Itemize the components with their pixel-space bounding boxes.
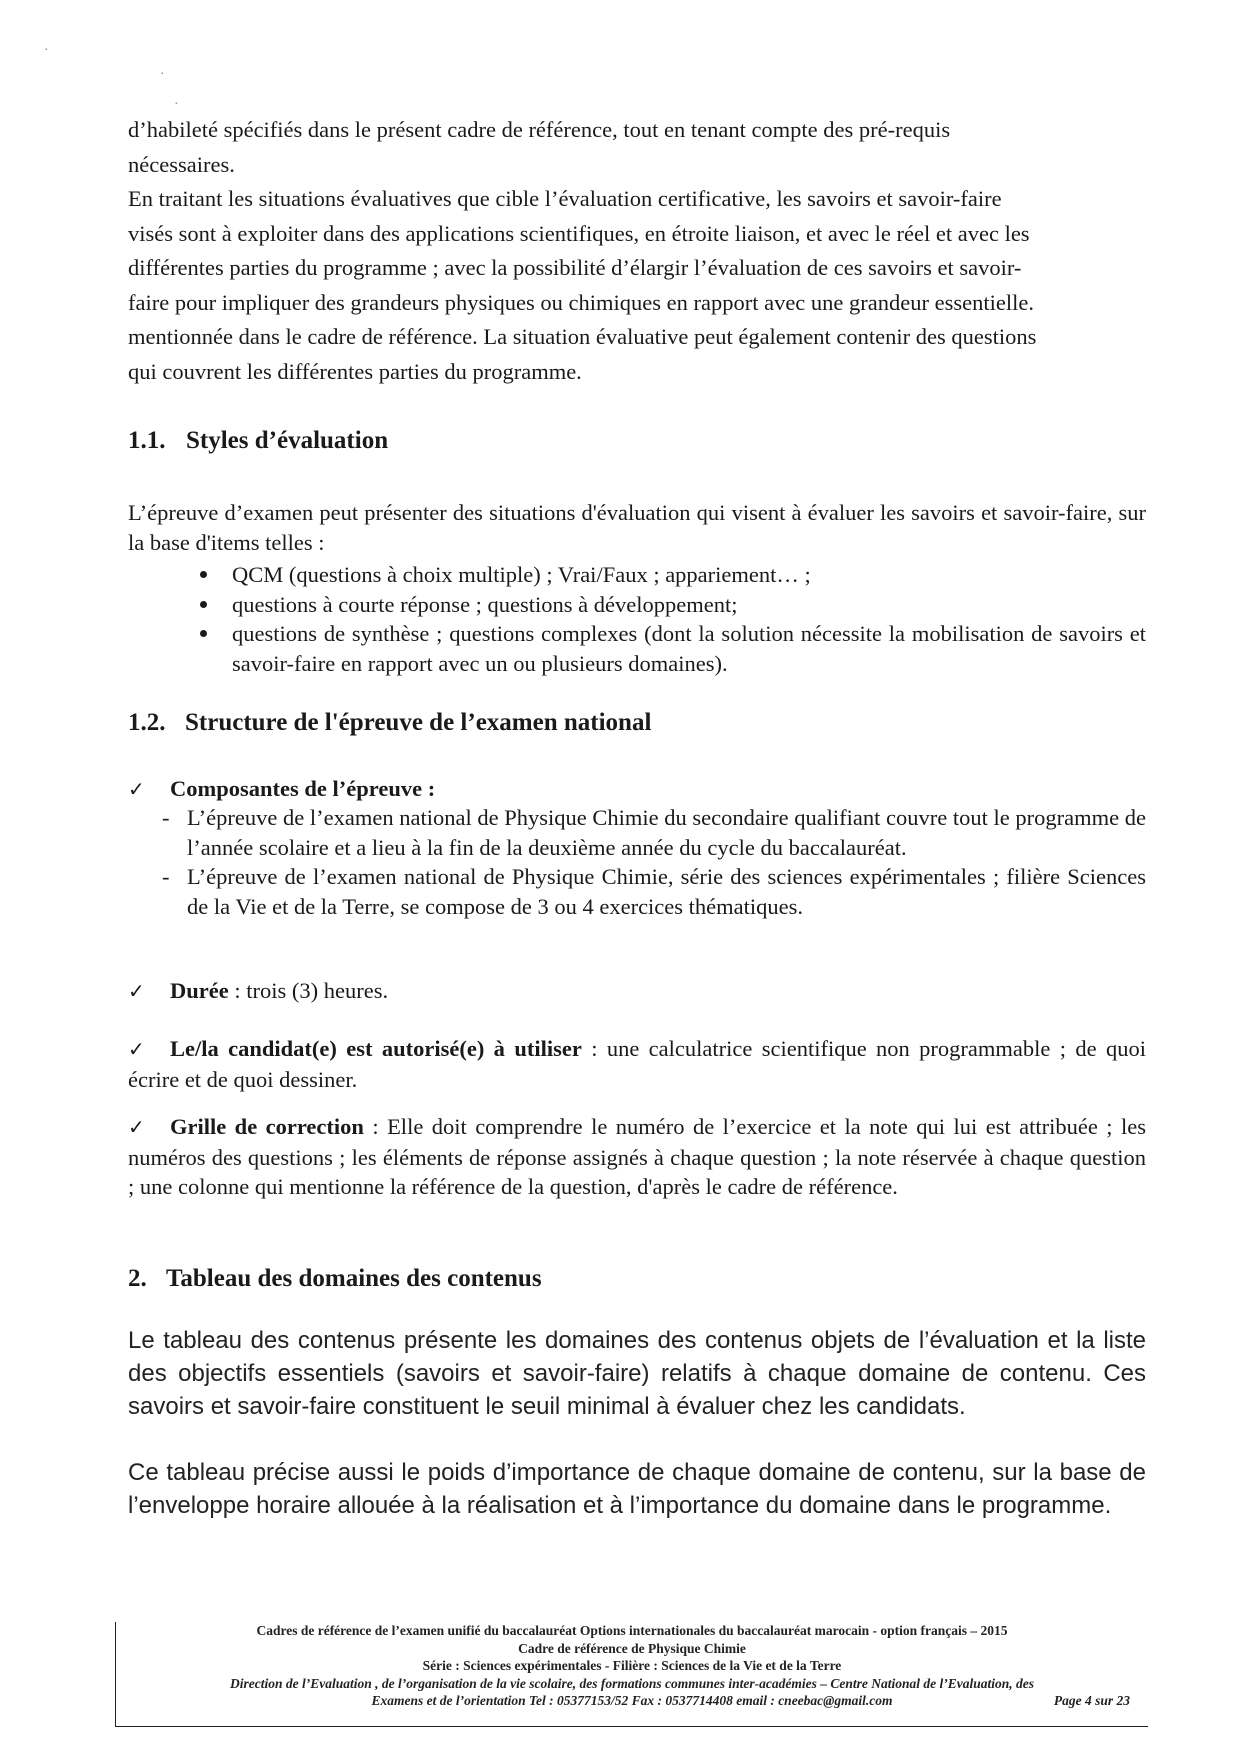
grille-text: : Elle doit comprendre le numéro de l’exercice et la note qui lui est attribuée ; les numéros des questions ; les éléments de réponse assignés à chaque question ; la note réservée à chaque question ; une colonne qui mentionne la référence de la question, d'après le cadre de référence.	[128, 1114, 1146, 1199]
dash-marker: -	[162, 864, 170, 889]
intro-line: différentes parties du programme ; avec la possibilité d’élargir l’évaluation de ces savoirs et savoir-	[128, 255, 1022, 280]
section-2-paragraph-1: Le tableau des contenus présente les domaines des contenus objets de l’évaluation et la liste des objectifs essentiels (savoirs et savoir-faire) relatifs à chaque domaine de contenu. Ces savoirs et savoir-faire constituent le seuil minimal à évaluer chez les candidats.	[128, 1327, 1146, 1420]
list-item	[192, 560, 1146, 590]
list-item	[192, 619, 1146, 678]
checkmark-icon: ✓	[128, 1037, 145, 1061]
scan-artifact: ·	[160, 67, 165, 82]
checkmark-icon: ✓	[128, 777, 145, 801]
footer-contact: Examens et de l’orientation Tel : 05377153/52 Fax : 0537714408 email : cneebac@gmail.com	[371, 1693, 893, 1708]
bullet-icon	[200, 630, 207, 637]
list-item-text: questions à courte réponse ; questions à développement;	[232, 591, 738, 617]
list-item	[192, 590, 1146, 620]
section-title: Styles d’évaluation	[186, 427, 389, 454]
intro-line: qui couvrent les différentes parties du programme.	[128, 358, 582, 384]
bullet-icon	[200, 571, 207, 578]
section-heading-2	[128, 1264, 542, 1294]
grille-block	[128, 1112, 1146, 1202]
page-footer	[115, 1622, 1148, 1727]
list-item-text: L’épreuve de l’examen national de Physique Chimie, série des sciences expérimentales ; filière Sciences de la Vie et de la Terre, se compose de 3 ou 4 exercices thématiques.	[187, 864, 1146, 919]
section-heading-1-2	[128, 708, 651, 738]
duree-label: Durée	[170, 978, 229, 1003]
list-item-text: questions de synthèse ; questions complexes (dont la solution nécessite la mobilisation de savoirs et savoir-faire en rapport avec un ou plusieurs domaines).	[232, 621, 1146, 676]
composantes-label: Composantes de l’épreuve :	[170, 776, 436, 801]
section-title: Structure de l'épreuve de l’examen national	[185, 709, 652, 736]
section-number: 1.2.	[128, 709, 166, 736]
scan-artifact: ·	[174, 97, 179, 112]
footer-contact-line	[116, 1692, 1148, 1710]
composantes-block	[128, 774, 1146, 805]
autorise-block	[128, 1034, 1146, 1094]
page-number: Page 4 sur 23	[1053, 1693, 1130, 1708]
evaluation-styles-list	[192, 560, 1146, 678]
intro-line: En traitant les situations évaluatives que cible l’évaluation certificative, les savoirs et savoir-faire	[128, 186, 1002, 211]
duree-block	[128, 976, 1146, 1007]
dash-marker: -	[162, 805, 170, 830]
intro-line: d’habileté spécifiés dans le présent cadre de référence, tout en tenant compte des pré-requis	[128, 117, 951, 142]
footer-line: Cadres de référence de l’examen unifié du baccalauréat Options internationales du baccalauréat marocain - option français – 2015	[256, 1623, 1008, 1638]
duree-text: : trois (3) heures.	[228, 978, 389, 1003]
list-item	[162, 803, 1146, 862]
section-heading-1-1	[128, 426, 388, 456]
list-item-text: QCM (questions à choix multiple) ; Vrai/Faux ; appariement… ;	[232, 562, 811, 587]
checkmark-icon: ✓	[128, 1115, 145, 1139]
bullet-icon	[200, 601, 207, 608]
intro-line: nécessaires.	[128, 151, 235, 177]
intro-line: mentionnée dans le cadre de référence. La situation évaluative peut également contenir des questions	[128, 324, 1037, 349]
autorise-text: : une calculatrice scientifique non programmable ; de quoi écrire et de quoi dessiner.	[128, 1036, 1147, 1092]
autorise-label: Le/la candidat(e) est autorisé(e) à utiliser	[170, 1036, 582, 1061]
section-1-1-intro: L’épreuve d’examen peut présenter des situations d'évaluation qui visent à évaluer les savoirs et savoir-faire, sur la base d'items telles :	[128, 500, 1146, 555]
composantes-list	[162, 803, 1146, 921]
list-item-text: L’épreuve de l’examen national de Physique Chimie du secondaire qualifiant couvre tout le programme de l’année scolaire et a lieu à la fin de la deuxième année du cycle du baccalauréat.	[187, 805, 1146, 860]
section-title: Tableau des domaines des contenus	[166, 1265, 542, 1292]
intro-paragraph	[128, 113, 1146, 389]
list-item	[162, 862, 1146, 921]
footer-line: Direction de l’Evaluation , de l’organisation de la vie scolaire, des formations communes inter-académies – Centre National de l’Evaluation, des	[230, 1675, 1034, 1691]
footer-line: Série : Sciences expérimentales - Filière : Sciences de la Vie et de la Terre	[422, 1658, 842, 1673]
section-number: 2.	[128, 1265, 147, 1292]
section-2-paragraph-2: Ce tableau précise aussi le poids d’importance de chaque domaine de contenu, sur la base de l’enveloppe horaire allouée à la réalisation et à l’importance du domaine dans le programme.	[128, 1459, 1146, 1519]
grille-label: Grille de correction	[170, 1114, 364, 1139]
intro-line: faire pour impliquer des grandeurs physiques ou chimiques en rapport avec une grandeur essentielle.	[128, 289, 1034, 315]
footer-line: Cadre de référence de Physique Chimie	[518, 1640, 746, 1656]
scan-artifact: ·	[44, 43, 49, 58]
section-number: 1.1.	[128, 427, 166, 454]
intro-line: visés sont à exploiter dans des applications scientifiques, en étroite liaison, et avec le réel et avec les	[128, 220, 1030, 246]
checkmark-icon: ✓	[128, 979, 145, 1003]
